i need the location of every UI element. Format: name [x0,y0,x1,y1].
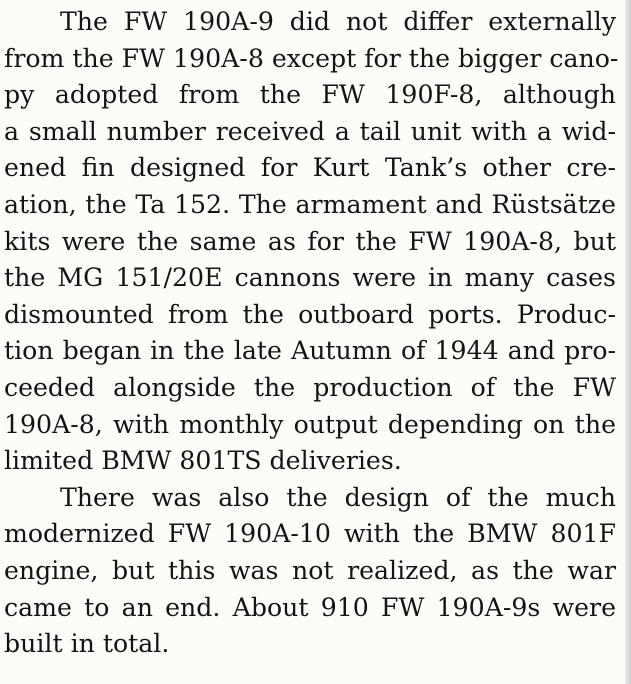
text-line: engine, but this was not realized, as the war [4,555,616,585]
text-line: ation, the Ta 152. The armament and Rüstsätze [4,189,616,219]
text-line: py adopted from the FW 190F-8, although [4,80,616,110]
text-line: came to an end. About 910 FW 190A-9s were [4,592,616,622]
text-line: kits were the same as for the FW 190A-8, but [4,226,616,256]
text-line: There was also the design of the much [60,482,616,512]
page-edge-shadow [625,0,631,684]
text-line: limited BMW 801TS deliveries. [4,446,402,476]
cropped-text-fragment [4,670,616,681]
cropped-next-line [4,670,616,684]
text-line: 190A-8, with monthly output depending on the [4,409,616,439]
text-line: ceeded alongside the production of the FW [4,372,616,402]
text-line: from the FW 190A-8 except for the bigger cano- [4,43,619,73]
text-line: a small number received a tail unit with a wid- [4,116,616,146]
text-line: built in total. [4,629,170,659]
text-line: dismounted from the outboard ports. Produc- [4,299,616,329]
text-line: ened fin designed for Kurt Tank’s other cre- [4,153,616,183]
text-line: modernized FW 190A-10 with the BMW 801F [4,519,616,549]
text-line: the MG 151/20E cannons were in many cases [4,263,616,293]
text-line: The FW 190A-9 did not differ externally [60,7,616,36]
body-text [4,4,619,663]
text-line: tion began in the late Autumn of 1944 and pro- [4,336,616,366]
